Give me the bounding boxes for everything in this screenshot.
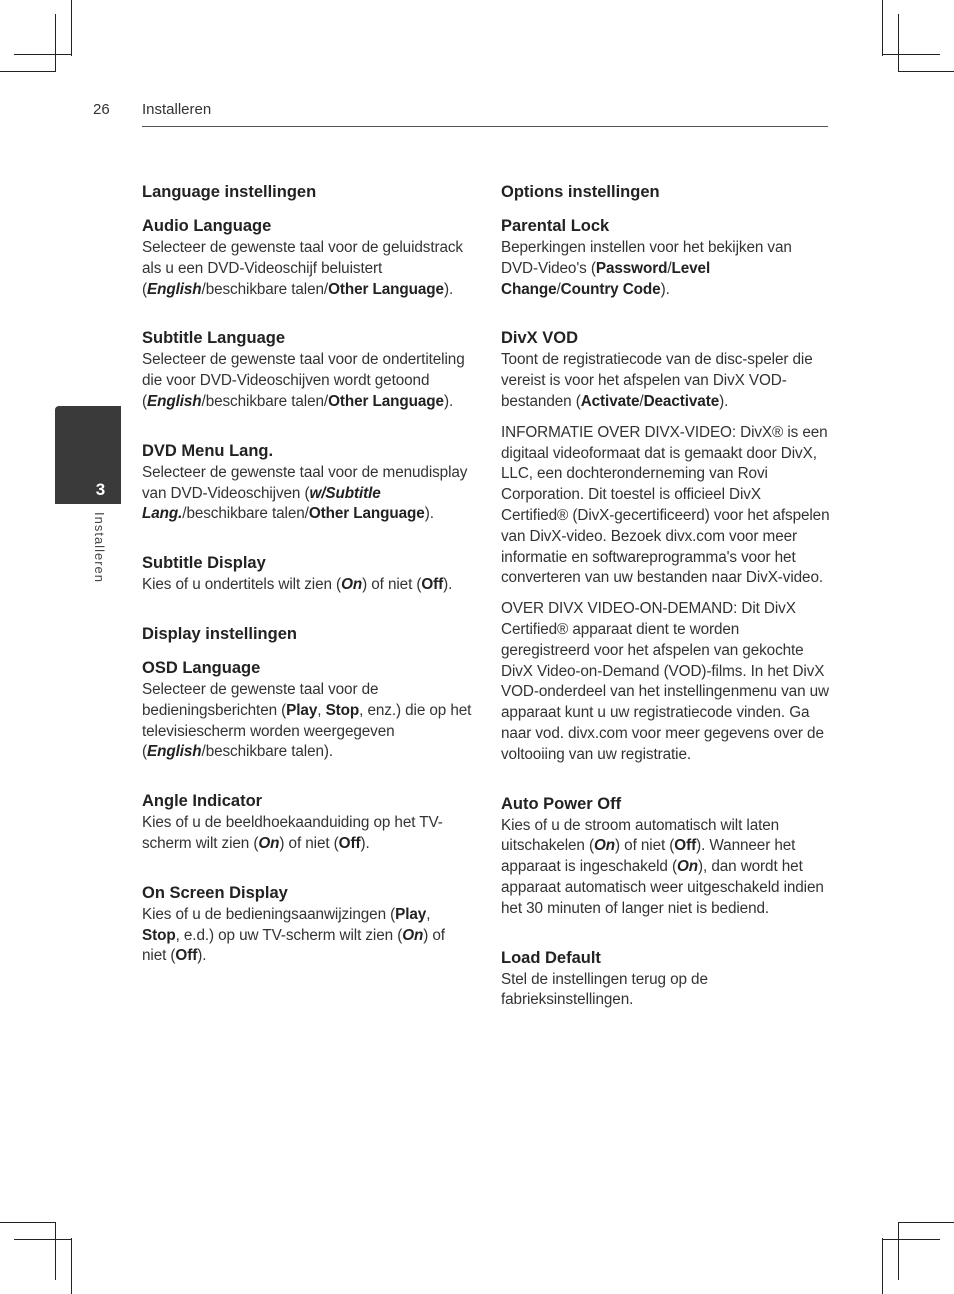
crop-mark [55,1222,56,1280]
angle-indicator-text: Kies of u de beeldhoekaanduiding op het TV-scherm wilt zien (On) of niet (Off). [142,814,443,852]
crop-mark [0,1222,56,1223]
crop-mark [14,1239,72,1240]
divx-vod-text: Toont de registratiecode van de disc-speler die vereist is voor het afspelen van DivX VOD-bestanden (Activate/Deactivate). [501,351,813,410]
crop-mark [898,14,899,72]
subtitle-display-text: Kies of u ondertitels wilt zien (On) of niet (Off). [142,576,453,594]
auto-power-off-title: Auto Power Off [501,794,622,813]
on-screen-display-text: Kies of u de bedieningsaanwijzingen (Play, Stop, e.d.) op uw TV-scherm wilt zien (On) of niet (Off). [142,905,445,965]
crop-mark [71,1238,72,1294]
osd-language-text: Selecteer de gewenste taal voor de bedieningsberichten (Play, Stop, enz.) die op het televisiescherm worden weergegeven (English/beschikbare talen). [142,680,472,761]
osd-language-section [142,657,472,763]
crop-mark [898,71,954,72]
divx-vod-info-text: OVER DIVX VIDEO-ON-DEMAND: Dit DivX Certified® apparaat dient te worden geregistreerd voor het afspelen van gekochte DivX Video-on-Demand (VOD)-films. In het DivX VOD-onderdeel van het instellingenmenu van uw apparaat kunt u uw registratiecode vinden. Ga naar vod. divx.com voor meer gegevens over de voltooiing van uw registratie. [501,600,829,763]
divx-vod-section [501,327,831,765]
display-settings-heading: Display instellingen [142,624,297,643]
angle-indicator-title: Angle Indicator [142,792,263,811]
subtitle-display-title: Subtitle Display [142,554,266,573]
parental-lock-title: Parental Lock [501,217,610,235]
on-screen-display-section [142,882,472,967]
chapter-tab-label: Installeren [92,512,107,583]
parental-lock-section [501,215,831,300]
language-settings-heading: Language instellingen [142,183,317,201]
audio-language-text: Selecteer de gewenste taal voor de geluidstrack als u een DVD-Videoschijf beluistert (English/beschikbare talen/Other Language). [142,239,463,298]
osd-language-title: OSD Language [142,658,261,677]
options-settings-heading: Options instellingen [501,183,660,201]
load-default-text: Stel de instellingen terug op de fabrieksinstellingen. [501,970,708,1009]
parental-lock-text: Beperkingen instellen voor het bekijken van DVD-Video's (Password/Level Change/Country Code). [501,239,792,298]
left-column [142,181,472,994]
crop-mark [882,1239,940,1240]
divx-video-info-text: INFORMATIE OVER DIVX-VIDEO: DivX® is een digitaal videoformaat dat is gemaakt door DivX, LLC, een dochteronderneming van Rovi Corporation. Dit toestel is officieel DivX Certified® (DivX-gecertificeerd) voor het afspelen van DivX-video. Bezoek divx.com voor meer informatie en softwareprogramma's voor het converteren van uw bestanden naar DivX-video. [501,423,830,587]
crop-mark [898,1222,954,1223]
crop-mark [14,54,72,55]
crop-mark [71,0,72,56]
crop-mark [0,71,56,72]
subtitle-language-text: Selecteer de gewenste taal voor de ondertiteling die voor DVD-Videoschijven wordt getoond (English/beschikbare talen/Other Language). [142,351,465,410]
subtitle-display-section [142,552,472,596]
load-default-title: Load Default [501,948,601,967]
dvd-menu-lang-title: DVD Menu Lang. [142,441,274,460]
divx-vod-title: DivX VOD [501,329,579,348]
dvd-menu-lang-text: Selecteer de gewenste taal voor de menudisplay van DVD-Videoschijven (w/Subtitle Lang./beschikbare talen/Other Language). [142,463,468,523]
crop-mark [882,1238,883,1294]
subtitle-language-section [142,327,472,412]
header-rule [142,126,828,127]
auto-power-off-section [501,793,831,920]
running-header-title: Installeren [142,101,212,118]
chapter-number: 3 [95,480,106,499]
page-number: 26 [93,101,110,118]
load-default-section [501,947,831,1012]
on-screen-display-title: On Screen Display [142,883,288,902]
chapter-tab [55,406,121,504]
crop-mark [882,54,940,55]
auto-power-off-text: Kies of u de stroom automatisch wilt laten uitschakelen (On) of niet (Off). Wanneer het apparaat is ingeschakeld (On), dan wordt het apparaat automatisch weer uitgeschakeld indien het 30 minuten of langer niet is bediend. [501,816,824,917]
audio-language-title: Audio Language [142,217,272,235]
angle-indicator-section [142,790,472,855]
dvd-menu-lang-section [142,440,472,525]
crop-mark [882,0,883,56]
audio-language-section [142,215,472,300]
subtitle-language-title: Subtitle Language [142,329,286,348]
crop-mark [55,14,56,72]
crop-mark [898,1222,899,1280]
right-column [501,181,831,1038]
